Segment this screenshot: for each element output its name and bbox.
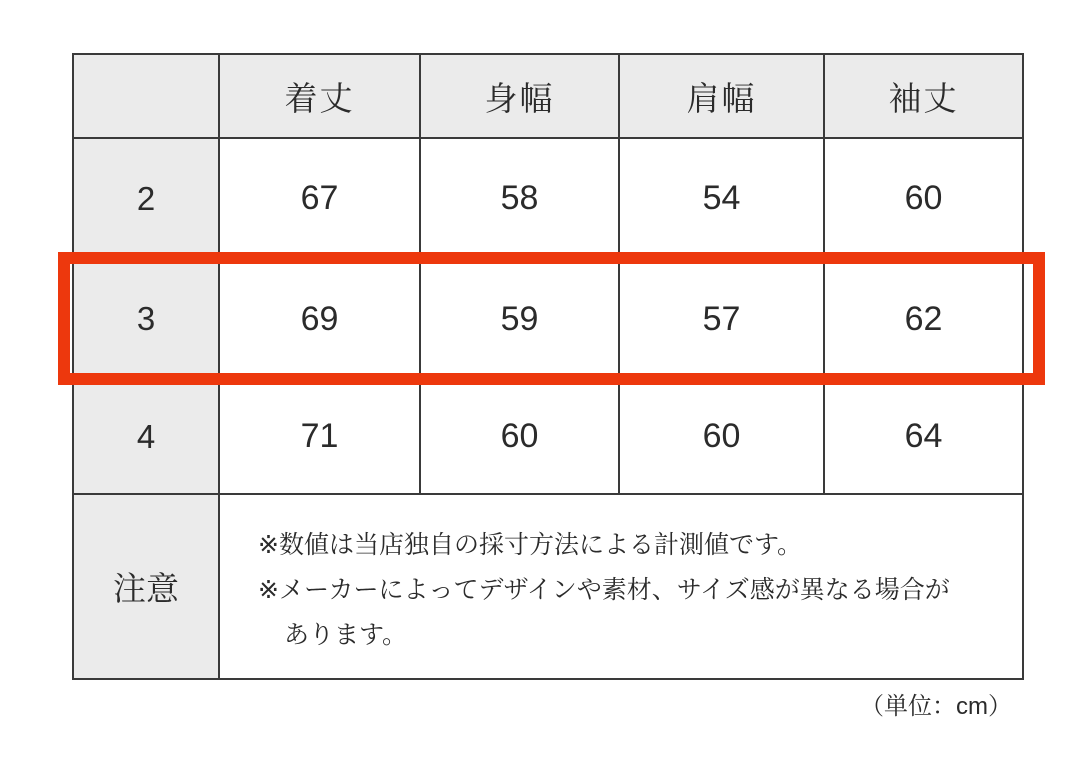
note-text-cell [219,494,1023,679]
header-shoulder-width: 肩幅 [619,54,824,138]
row-label-size-2: 2 [73,138,219,259]
header-row [73,54,1023,138]
size-4-sleeve-length: 64 [824,379,1023,494]
size-4-body-length: 71 [219,379,420,494]
note-row [73,494,1023,679]
table-row-size-4 [73,379,1023,494]
size-2-body-length: 67 [219,138,420,259]
note-line-3: あります。 [284,621,408,649]
row-label-size-3: 3 [73,259,219,379]
size-3-sleeve-length: 62 [824,259,1023,379]
size-2-sleeve-length: 60 [824,138,1023,259]
header-corner-cell [73,54,219,138]
size-3-shoulder-width: 57 [619,259,824,379]
row-label-size-4: 4 [73,379,219,494]
size-3-body-length: 69 [219,259,420,379]
table-row-size-2 [73,138,1023,259]
header-body-length: 着丈 [219,54,420,138]
unit-label: （単位：cm） [860,693,1012,720]
header-sleeve-length: 袖丈 [824,54,1023,138]
size-4-shoulder-width: 60 [619,379,824,494]
header-body-width: 身幅 [420,54,619,138]
size-2-shoulder-width: 54 [619,138,824,259]
size-3-body-width: 59 [420,259,619,379]
note-line-2: ※メーカーによってデザインや素材、サイズ感が異なる場合が [258,576,950,604]
table-row-size-3-highlighted [73,259,1023,379]
note-row-label: 注意 [73,494,219,679]
note-line-1: ※数値は当店独自の採寸方法による計測値です。 [258,531,802,559]
size-2-body-width: 58 [420,138,619,259]
size-chart-table [72,53,1024,680]
size-4-body-width: 60 [420,379,619,494]
